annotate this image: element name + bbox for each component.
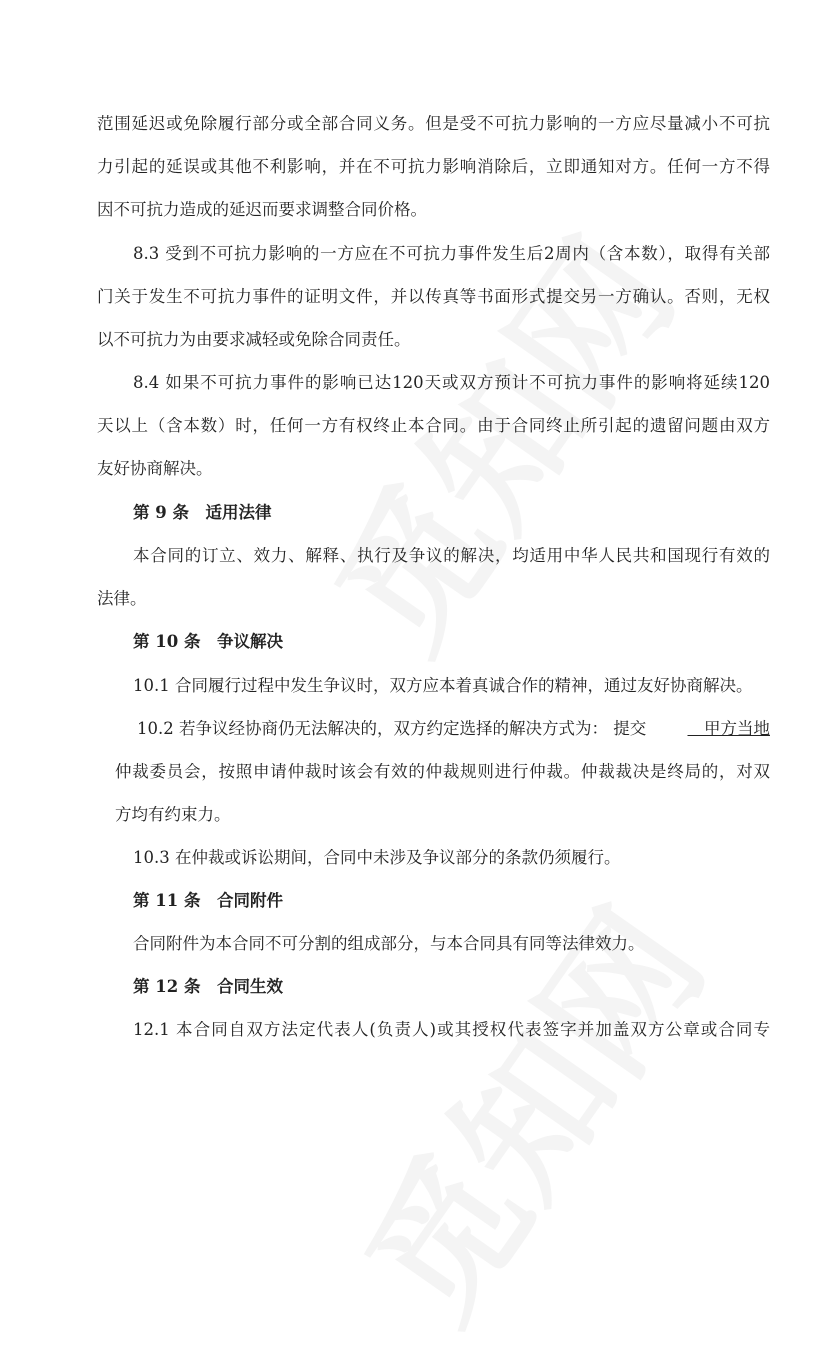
paragraph-line: 范围延迟或免除履行部分或全部合同义务。但是受不可抗力影响的一方应尽量减小不可抗 [97,114,770,133]
clause-12-1: 12.1 本合同自双方法定代表人(负责人)或其授权代表签字并加盖双方公章或合同专 [133,1020,770,1039]
paragraph-line: 天以上（含本数）时，任何一方有权终止本合同。由于合同终止所引起的遗留问题由双方 [97,416,770,435]
clause-10-3: 10.3 在仲裁或诉讼期间，合同中未涉及争议部分的条款仍须履行。 [133,848,621,867]
clause-10-2: 10.2 若争议经协商仍无法解决的，双方约定选择的解决方式为： 提交 [137,719,647,738]
clause-8-4: 8.4 如果不可抗力事件的影响已达120天或双方预计不可抗力事件的影响将延续120 [133,373,770,392]
paragraph-line: 因不可抗力造成的延迟而要求调整合同价格。 [97,200,427,219]
paragraph-line: 仲裁委员会，按照申请仲裁时该会有效的仲裁规则进行仲裁。仲裁裁决是终局的，对双 [115,762,770,781]
article-9-body: 本合同的订立、效力、解释、执行及争议的解决，均适用中华人民共和国现行有效的 [133,546,770,565]
clause-8-3: 8.3 受到不可抗力影响的一方应在不可抗力事件发生后2周内（含本数），取得有关部 [133,244,770,263]
article-11-body: 合同附件为本合同不可分割的组成部分，与本合同具有同等法律效力。 [133,934,645,953]
paragraph-line: 方均有约束力。 [115,805,231,824]
article-12-heading: 第 12 条 合同生效 [133,977,283,996]
paragraph-line: 以不可抗力为由要求减轻或免除合同责任。 [97,330,411,349]
article-10-heading: 第 10 条 争议解决 [133,632,283,651]
paragraph-line: 门关于发生不可抗力事件的证明文件，并以传真等书面形式提交另一方确认。否则，无权 [97,287,770,306]
arbitration-venue-field: 甲方当地 [687,719,770,738]
article-11-heading: 第 11 条 合同附件 [133,891,283,910]
paragraph-line: 力引起的延误或其他不利影响，并在不可抗力影响消除后，立即通知对方。任何一方不得 [97,157,770,176]
clause-10-1: 10.1 合同履行过程中发生争议时，双方应本着真诚合作的精神，通过友好协商解决。 [133,676,753,695]
watermark [277,192,712,685]
paragraph-line: 法律。 [97,589,147,608]
paragraph-line: 友好协商解决。 [97,459,213,478]
article-9-heading: 第 9 条 适用法律 [133,503,272,522]
